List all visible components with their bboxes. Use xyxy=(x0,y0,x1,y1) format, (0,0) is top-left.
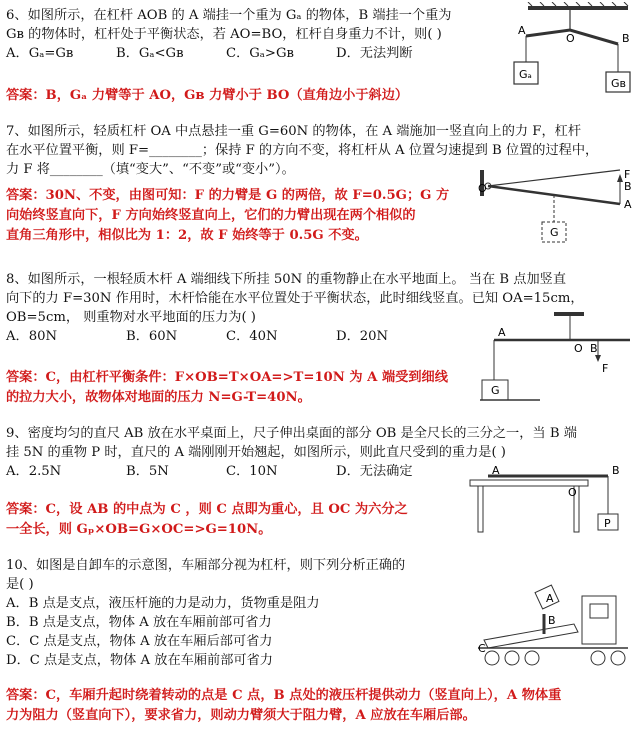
q10-answer-line2: 力为阻力（竖直向下），要求省力，则动力臂须大于阻力臂，A 应放在车厢后部。 xyxy=(6,708,476,723)
q7-line1: 7、如图所示，轻质杠杆 OA 中点悬挂一重 G=60N 的物体，在 A 端施加一竖直向上的力 F，杠杆 xyxy=(6,124,582,139)
q6-block xyxy=(6,6,451,63)
q8-answer xyxy=(6,368,448,408)
q10-block xyxy=(6,556,405,670)
q7-line2: 在水平位置平衡，则 F=________；保持 F 的方向不变，将杠杆从 A 位置匀速提到 B 位置的过程中， xyxy=(6,143,599,158)
q8-option-d: D．20N xyxy=(336,329,389,344)
q8-answer-line1: 答案：C，由杠杆平衡条件：F×OB=T×OA=>T=10N 为 A 端受到细线 xyxy=(6,370,448,385)
q6-line2: Gв 的物体时，杠杆处于平衡状态，若 AO=BO，杠杆自身重力不计，则( ) xyxy=(6,27,442,42)
q10-truck-bed xyxy=(484,624,578,648)
q6-figure xyxy=(500,2,636,94)
q10-wheel4 xyxy=(591,651,605,665)
q10-wheel5 xyxy=(611,651,625,665)
q7-answer xyxy=(6,186,449,246)
q10-figure xyxy=(478,568,636,672)
q7-line3: 力 F 将________（填“变大”、“不变”或“变小”）。 xyxy=(6,162,295,177)
q10-line2: 是( ) xyxy=(6,577,34,592)
q8-label-o: O xyxy=(574,342,583,355)
q6-label-a: A xyxy=(518,24,526,37)
q8-ceiling xyxy=(554,312,584,316)
q10-label-a: A xyxy=(546,592,554,605)
q8-label-g: G xyxy=(491,384,500,397)
q9-label-p: P xyxy=(604,517,611,530)
q7-label-b: B xyxy=(624,180,632,193)
q8-answer-line2: 的拉力大小，故物体对地面的压力 N=G-T=40N。 xyxy=(6,390,311,405)
q7-answer-line3: 直角三角形中，相似比为 1：2，故 F 始终等于 0.5G 不变。 xyxy=(6,228,368,243)
q9-option-b: B．5N xyxy=(126,464,169,479)
q8-option-b: B．60N xyxy=(126,329,178,344)
q10-line1: 10、如图是自卸车的示意图，车厢部分视为杠杆，则下列分析正确的 xyxy=(6,558,406,573)
q6-ceiling xyxy=(528,6,628,10)
q6-label-b: B xyxy=(622,32,630,45)
q6-label-gb: Gв xyxy=(611,77,627,90)
q8-line2: 向下的力 F=30N 作用时，木杆恰能在水平位置处于平衡状态，此时细线竖直。已知 OA=15cm， xyxy=(6,291,584,306)
q7-lever-b xyxy=(488,170,620,186)
q9-option-c: C．10N xyxy=(226,464,278,479)
q9-option-d: D．无法确定 xyxy=(336,464,413,479)
q7-label-o: O xyxy=(478,182,487,195)
q9-line2: 挂 5N 的重物 P 时，直尺的 A 端刚刚开始翘起，如图所示，则此直尺受到的重力是( ) xyxy=(6,445,506,460)
q9-answer-line1: 答案：C，设 AB 的中点为 C ，则 C 点即为重心，且 OC 为六分之 xyxy=(6,502,408,517)
q7-label-a: A xyxy=(624,198,632,211)
q10-option-b: B．B 点是支点，物体 A 放在车厢前部可省力 xyxy=(6,615,272,630)
q6-options xyxy=(6,44,451,63)
q6-option-a: A．Gₐ=Gв xyxy=(6,46,74,61)
q10-answer-line1: 答案：C，车厢升起时绕着转动的点是 C 点，B 点处的液压杆提供动力（竖直向上），A 物体重 xyxy=(6,688,562,703)
q7-answer-line2: 向始终竖直向下，F 方向始终竖直向上，它们的力臂出现在两个相似的 xyxy=(6,208,416,223)
q10-wheel3 xyxy=(525,651,539,665)
q10-wheel2 xyxy=(505,651,519,665)
q6-label-ga: Gₐ xyxy=(519,68,532,81)
q10-wheel1 xyxy=(485,651,499,665)
q9-line1: 9、密度均匀的直尺 AB 放在水平桌面上，尺子伸出桌面的部分 OB 是全尺长的三分之一，当 B 端 xyxy=(6,426,577,441)
q7-label-f: F xyxy=(624,168,631,181)
q10-label-c: C xyxy=(478,642,486,655)
q6-option-b: B．Gₐ<Gв xyxy=(116,46,184,61)
q8-line1: 8、如图所示，一根轻质木杆 A 端细线下所挂 50N 的重物静止在水平地面上。 当在 B 点加竖直 xyxy=(6,272,567,287)
q9-answer xyxy=(6,500,408,540)
q9-label-a: A xyxy=(492,466,500,477)
q8-label-b: B xyxy=(590,342,598,355)
q9-option-a: A．2.5N xyxy=(6,464,62,479)
q9-answer-line2: 一全长，则 Gₚ×OB=G×OC=>G=10N。 xyxy=(6,522,272,537)
q6-label-o: O xyxy=(566,32,575,45)
q8-figure xyxy=(480,310,636,410)
q10-option-c: C．C 点是支点，物体 A 放在车厢后部可省力 xyxy=(6,634,273,649)
q10-option-d: D．C 点是支点，物体 A 放在车厢前部可省力 xyxy=(6,653,273,668)
q9-figure xyxy=(464,466,634,538)
q7-label-g: G xyxy=(550,226,559,239)
q8-label-f: F xyxy=(602,362,609,375)
q8-option-c: C．40N xyxy=(226,329,278,344)
q8-label-a: A xyxy=(498,326,506,339)
q6-option-c: C．Gₐ>Gв xyxy=(226,46,294,61)
q10-option-a: A．B 点是支点，液压杆施的力是动力，货物重是阻力 xyxy=(6,596,320,611)
q6-answer xyxy=(6,86,408,106)
q7-answer-line1: 答案：30N、不变，由图可知：F 的力臂是 G 的两倍，故 F=0.5G；G 方 xyxy=(6,188,450,203)
q7-figure xyxy=(478,164,638,264)
q10-cab xyxy=(582,596,616,644)
q10-answer xyxy=(6,686,561,726)
q6-line1: 6、如图所示，在杠杆 AOB 的 A 端挂一个重为 Gₐ 的物体，B 端挂一个重为 xyxy=(6,8,452,23)
q6-answer-line: 答案：B，Gₐ 力臂等于 AO，Gв 力臂小于 BO（直角边小于斜边） xyxy=(6,88,409,103)
q10-label-b: B xyxy=(548,614,556,627)
q8-option-a: A．80N xyxy=(6,329,58,344)
q9-label-o: O xyxy=(568,486,577,499)
q6-option-d: D．无法判断 xyxy=(336,46,413,61)
q8-line3: OB=5cm， 则重物对水平地面的压力为( ) xyxy=(6,310,256,325)
q9-label-b: B xyxy=(612,466,620,477)
